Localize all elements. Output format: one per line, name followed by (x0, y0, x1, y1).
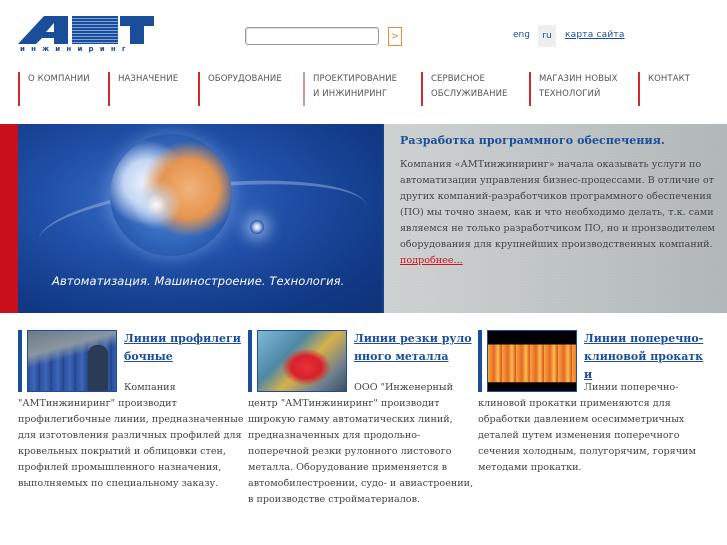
nav-label-line2: ОБСЛУЖИВАНИЕ (431, 89, 508, 99)
nav-item-about[interactable] (18, 72, 90, 106)
nav-label-line1: ПРОЕКТИРОВАНИЕ (313, 74, 398, 84)
search-submit-button[interactable]: > (388, 27, 402, 46)
nav-label: НАЗНАЧЕНИЕ (118, 74, 179, 84)
lang-ru-active[interactable]: ru (538, 25, 556, 47)
banner-title: Разработка программного обеспечения. (400, 134, 665, 147)
logo-subtitle: инжиниринг (20, 45, 132, 53)
nav-label-line2: И ИНЖИНИРИНГ (313, 89, 388, 99)
banner-red-stripe (0, 124, 18, 313)
nav-item-service[interactable] (421, 72, 508, 106)
globe-icon (110, 134, 232, 256)
promo-banner (0, 124, 727, 313)
search-input[interactable] (245, 27, 379, 45)
banner-slogan: Автоматизация. Машиностроение. Технология. (52, 274, 345, 288)
nav-label-line2: ТЕХНОЛОГИЙ (539, 89, 601, 99)
banner-body (400, 157, 720, 269)
nav-label: КОНТАКТ (648, 74, 691, 84)
banner-globe-image (18, 124, 382, 313)
banner-text-panel (384, 124, 727, 313)
company-logo[interactable] (18, 16, 156, 56)
nav-item-engineering[interactable] (303, 72, 397, 106)
sparkle-icon (250, 220, 264, 234)
product-title-link[interactable]: Линии поперечно-клиновой прокатки (584, 332, 704, 381)
product-description: Компания "АМТинжиниринг" производит профилегибочные линии, предназначенные для изготовления различных профилей для кровельных покрытий и облицовки стен, профилей промышленного назначения, выполняемых по специальному заказу. (18, 382, 244, 489)
nav-label-line1: МАГАЗИН НОВЫХ (539, 74, 618, 84)
nav-label: О КОМПАНИИ (28, 74, 90, 84)
amt-logo-icon (18, 16, 154, 44)
sitemap-link[interactable]: карта сайта (565, 30, 625, 40)
nav-item-contact[interactable] (638, 72, 690, 106)
product-title-link[interactable]: Линии профилегибочные (124, 332, 241, 363)
nav-item-shop[interactable] (529, 72, 618, 106)
nav-item-equipment[interactable] (198, 72, 282, 106)
nav-label: ОБОРУДОВАНИЕ (208, 74, 282, 84)
banner-body-text: Компания «АМТинжиниринг» начала оказывать услуги по автоматизации управления бизнес-процессами. В отличие от других компаний-разработчиков программного обеспечения (ПО) мы точно знаем, как и что необходимо делать, т.к. сами являемся не только разработчиком ПО, но и производителем оборудования для крупнейших производственных компаний. (400, 159, 716, 250)
product-title-link[interactable]: Линии резки рулонного металла (354, 332, 472, 363)
lang-eng-link[interactable]: eng (513, 30, 530, 40)
nav-label-line1: СЕРВИСНОЕ (431, 74, 485, 84)
product-description: ООО "Инженерный центр "АМТинжиниринг" производит широкую гамму автоматических линий, предназначенных для продольно-поперечной резки рулонного листового металла. Оборудование применяется в автомобилестроении, судо- и авиастроении, в производстве стройматериалов. (248, 382, 474, 505)
read-more-link[interactable]: подробнее... (400, 255, 463, 266)
nav-item-purpose[interactable] (108, 72, 178, 106)
product-description: Линии поперечно-клиновой прокатки применяются для обработки давлением осесимметричных деталей путем изменения поперечного сечения холодным, полугорячим, горячим методами прокатки. (478, 382, 696, 473)
